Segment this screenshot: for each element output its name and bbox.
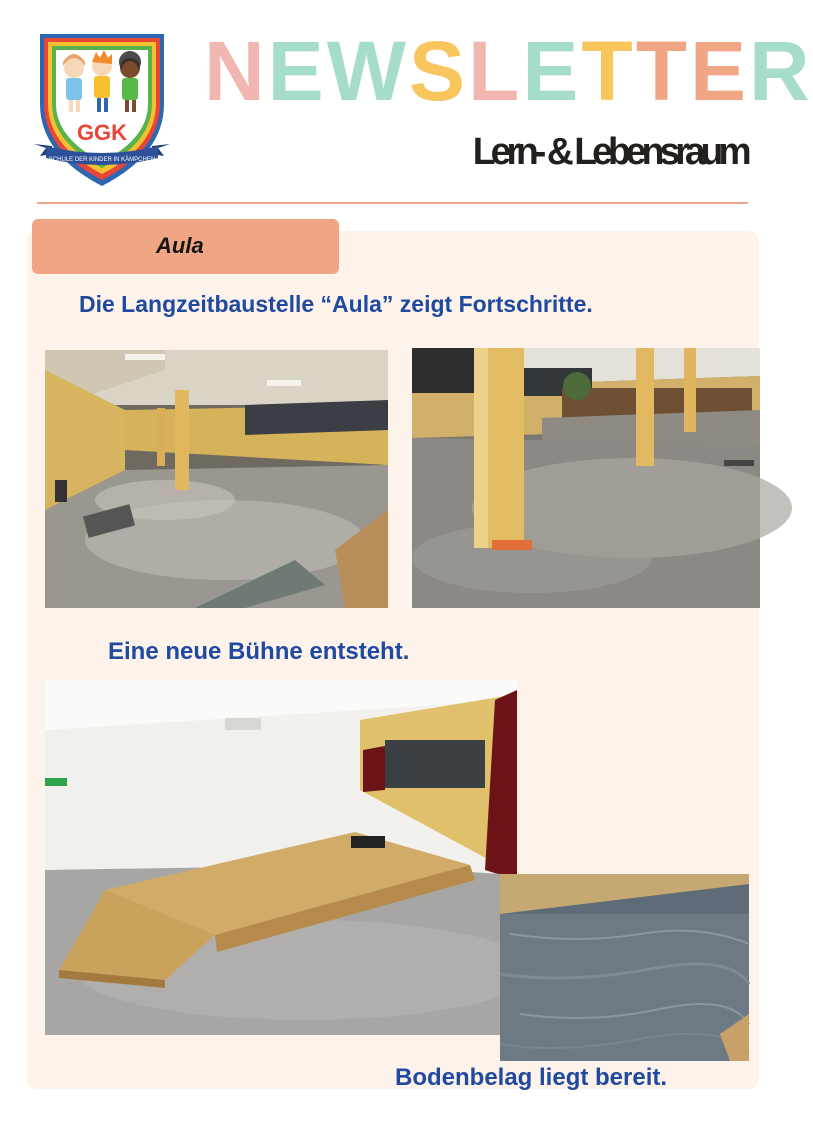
title-letter: E [267, 24, 327, 118]
section-label: Aula [156, 233, 204, 258]
floor-covering-photo [500, 874, 749, 1061]
newsletter-title [204, 24, 813, 118]
title-letter: N [204, 24, 268, 118]
stage-construction-photo [45, 680, 517, 1035]
title-letter: L [468, 24, 523, 118]
newsletter-subtitle: Lern- & Lebensraum [473, 131, 748, 173]
floor-caption: Bodenbelag liegt bereit. [395, 1064, 668, 1091]
title-letter: S [409, 24, 469, 118]
title-letter: E [690, 24, 750, 118]
logo-banner-text: SCHULE DER KINDER IN KÄMPCHEN [48, 157, 156, 163]
stage-heading: Eine neue Bühne entsteht. [108, 638, 410, 665]
header-divider [37, 202, 748, 204]
title-letter: T [581, 24, 636, 118]
aula-pillar-photo [412, 348, 760, 608]
title-letter: R [749, 24, 813, 118]
school-logo [32, 26, 172, 190]
title-letter: E [522, 24, 582, 118]
title-letter: T [635, 24, 690, 118]
aula-hall-photo [45, 350, 388, 608]
section-heading: Die Langzeitbaustelle “Aula” zeigt Fortschritte. [79, 291, 593, 317]
logo-text: GGK [76, 120, 128, 145]
title-letter: W [326, 24, 409, 118]
